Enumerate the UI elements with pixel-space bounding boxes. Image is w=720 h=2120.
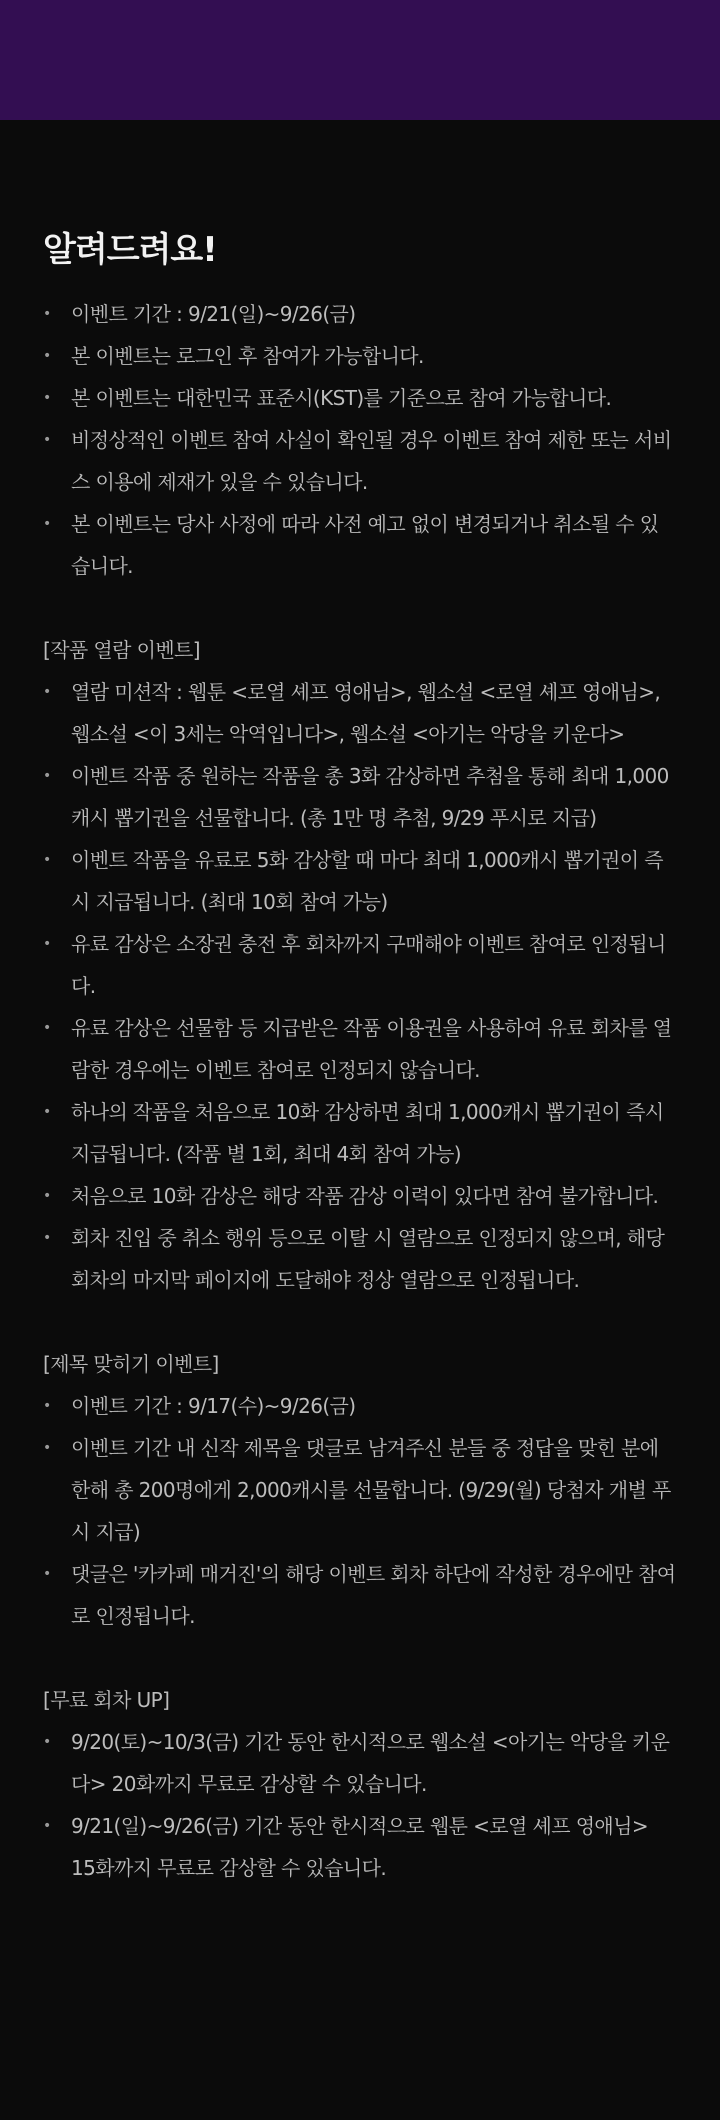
list-item: • 9/20(토)~10/3(금) 기간 동안 한시적으로 웹소설 <아기는 악당을 키운다> 20화까지 무료로 감상할 수 있습니다. <box>43 1721 677 1805</box>
list-item: • 본 이벤트는 당사 사정에 따라 사전 예고 없이 변경되거나 취소될 수 있습니다. <box>43 503 677 587</box>
section-heading-title-quiz: [제목 맞히기 이벤트] <box>43 1351 219 1376</box>
list-item: • 이벤트 기간 : 9/21(일)~9/26(금) <box>43 293 677 335</box>
notice-title: 알려드려요! <box>43 230 217 270</box>
list-item: • 댓글은 '카카페 매거진'의 해당 이벤트 회차 하단에 작성한 경우에만 참여로 인정됩니다. <box>43 1553 677 1637</box>
list-item: • 9/21(일)~9/26(금) 기간 동안 한시적으로 웹툰 <로열 셰프 영애님> 15화까지 무료로 감상할 수 있습니다. <box>43 1805 677 1889</box>
list-item: • 이벤트 기간 내 신작 제목을 댓글로 남겨주신 분들 중 정답을 맞힌 분에 한해 총 200명에게 2,000캐시를 선물합니다. (9/29(월) 당첨자 개별 푸시 지급) <box>43 1427 677 1553</box>
list-item: • 본 이벤트는 대한민국 표준시(KST)를 기준으로 참여 가능합니다. <box>43 377 677 419</box>
list-item: • 열람 미션작 : 웹툰 <로열 셰프 영애님>, 웹소설 <로열 셰프 영애님>, 웹소설 <이 3세는 악역입니다>, 웹소설 <아기는 악당을 키운다> <box>43 671 677 755</box>
view-event-list <box>43 671 677 1301</box>
list-item: • 처음으로 10화 감상은 해당 작품 감상 이력이 있다면 참여 불가합니다. <box>43 1175 677 1217</box>
list-item: • 이벤트 기간 : 9/17(수)~9/26(금) <box>43 1385 677 1427</box>
notice-section <box>0 120 677 1889</box>
section-heading-free-episodes: [무료 회차 UP] <box>43 1687 170 1712</box>
list-item: • 본 이벤트는 로그인 후 참여가 가능합니다. <box>43 335 677 377</box>
list-item: • 이벤트 작품을 유료로 5화 감상할 때 마다 최대 1,000캐시 뽑기권이 즉시 지급됩니다. (최대 10회 참여 가능) <box>43 839 677 923</box>
list-item: • 이벤트 작품 중 원하는 작품을 총 3화 감상하면 추첨을 통해 최대 1,000 캐시 뽑기권을 선물합니다. (총 1만 명 추첨, 9/29 푸시로 지급) <box>43 755 677 839</box>
title-quiz-list <box>43 1385 677 1637</box>
list-item: • 유료 감상은 선물함 등 지급받은 작품 이용권을 사용하여 유료 회차를 열람한 경우에는 이벤트 참여로 인정되지 않습니다. <box>43 1007 677 1091</box>
list-item: • 하나의 작품을 처음으로 10화 감상하면 최대 1,000캐시 뽑기권이 즉시 지급됩니다. (작품 별 1회, 최대 4회 참여 가능) <box>43 1091 677 1175</box>
top-banner <box>0 0 720 120</box>
list-item: • 비정상적인 이벤트 참여 사실이 확인될 경우 이벤트 참여 제한 또는 서비스 이용에 제재가 있을 수 있습니다. <box>43 419 677 503</box>
section-heading-view-event: [작품 열람 이벤트] <box>43 637 200 662</box>
list-item: • 유료 감상은 소장권 충전 후 회차까지 구매해야 이벤트 참여로 인정됩니다. <box>43 923 677 1007</box>
free-episodes-list <box>43 1721 677 1889</box>
list-item: • 회차 진입 중 취소 행위 등으로 이탈 시 열람으로 인정되지 않으며, 해당 회차의 마지막 페이지에 도달해야 정상 열람으로 인정됩니다. <box>43 1217 677 1301</box>
general-notice-list <box>43 293 677 587</box>
